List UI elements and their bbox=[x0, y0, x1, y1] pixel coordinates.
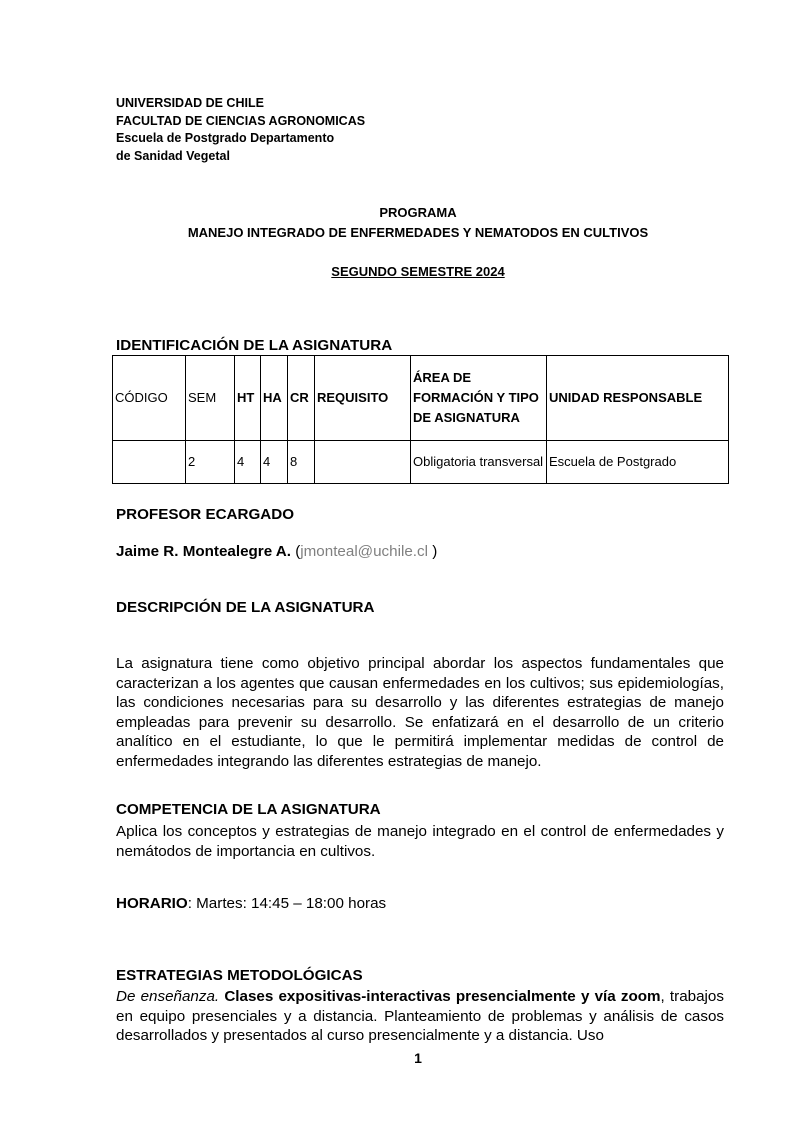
university-name: UNIVERSIDAD DE CHILE bbox=[116, 96, 264, 110]
identification-heading: IDENTIFICACIÓN DE LA ASIGNATURA bbox=[116, 337, 393, 354]
description-text: La asignatura tiene como objetivo principal abordar los aspectos fundamentales que caracterizan a los agentes que causan enfermedades en los cultivos; sus epidemiologías, las condiciones necesarias para su desarrollo y las diferentes estrategias de manejo empleadas para prevenir su desarrollo. Se enfatizará en el desarrollo de un criterio analítico en el estudiante, lo que le permitirá implementar medidas de control de enfermedades integrando las diferentes estrategias de manejo. bbox=[116, 655, 724, 770]
methodology-text bbox=[116, 987, 724, 1046]
methodology-lead: De enseñanza. bbox=[116, 988, 220, 1005]
identification-table bbox=[112, 355, 729, 484]
cell-ha: 4 bbox=[261, 441, 288, 484]
institution-header bbox=[116, 95, 365, 165]
cell-sem: 2 bbox=[186, 441, 235, 484]
header-unidad: UNIDAD RESPONSABLE bbox=[547, 356, 729, 441]
methodology-rest: , trabajos en equipo presenciales y a distancia. Planteamiento de problemas y análisis de casos desarrollados y presentados al curso presencialmente y a distancia. Uso bbox=[116, 988, 724, 1044]
cell-cr: 8 bbox=[288, 441, 315, 484]
program-title: MANEJO INTEGRADO DE ENFERMEDADES Y NEMATODOS EN CULTIVOS bbox=[187, 225, 649, 240]
schedule-line bbox=[116, 894, 386, 913]
professor-name: Jaime R. Montealegre A. bbox=[116, 543, 291, 560]
cell-area: Obligatoria transversal bbox=[411, 441, 547, 484]
faculty-name: FACULTAD DE CIENCIAS AGRONOMICAS bbox=[116, 113, 366, 128]
schedule-value: : Martes: 14:45 – 18:00 horas bbox=[187, 895, 387, 912]
table-row bbox=[113, 441, 729, 484]
professor-heading: PROFESOR ECARGADO bbox=[116, 506, 295, 523]
cell-unidad: Escuela de Postgrado bbox=[547, 441, 729, 484]
department-name: de Sanidad Vegetal bbox=[116, 148, 230, 163]
competence-text: Aplica los conceptos y estrategias de manejo integrado en el control de enfermedades y nemátodos de importancia en cultivos. bbox=[116, 823, 724, 860]
page-number: 1 bbox=[414, 1050, 422, 1066]
cell-requisito bbox=[315, 441, 411, 484]
professor-email-link[interactable]: jmonteal@uchile.cl bbox=[300, 543, 428, 560]
header-requisito: REQUISITO bbox=[315, 356, 411, 441]
competence-heading: COMPETENCIA DE LA ASIGNATURA bbox=[116, 801, 381, 818]
cell-ht: 4 bbox=[235, 441, 261, 484]
header-codigo: CÓDIGO bbox=[113, 356, 186, 441]
description-heading: DESCRIPCIÓN DE LA ASIGNATURA bbox=[116, 599, 375, 616]
school-name: Escuela de Postgrado Departamento bbox=[116, 131, 335, 145]
methodology-heading: ESTRATEGIAS METODOLÓGICAS bbox=[116, 967, 363, 984]
cell-codigo bbox=[113, 441, 186, 484]
header-ha: HA bbox=[261, 356, 288, 441]
header-ht: HT bbox=[235, 356, 261, 441]
header-sem: SEM bbox=[186, 356, 235, 441]
header-area: ÁREA DE FORMACIÓN Y TIPO DE ASIGNATURA bbox=[411, 356, 547, 441]
professor-line: Jaime R. Montealegre A. (jmonteal@uchile.cl ) bbox=[116, 543, 438, 560]
methodology-bold: Clases expositivas-interactivas presencialmente y vía zoom bbox=[224, 988, 661, 1005]
program-semester: SEGUNDO SEMESTRE 2024 bbox=[331, 264, 505, 279]
program-label: PROGRAMA bbox=[379, 205, 457, 220]
table-header-row bbox=[113, 356, 729, 441]
schedule-label: HORARIO bbox=[116, 895, 188, 912]
header-cr: CR bbox=[288, 356, 315, 441]
